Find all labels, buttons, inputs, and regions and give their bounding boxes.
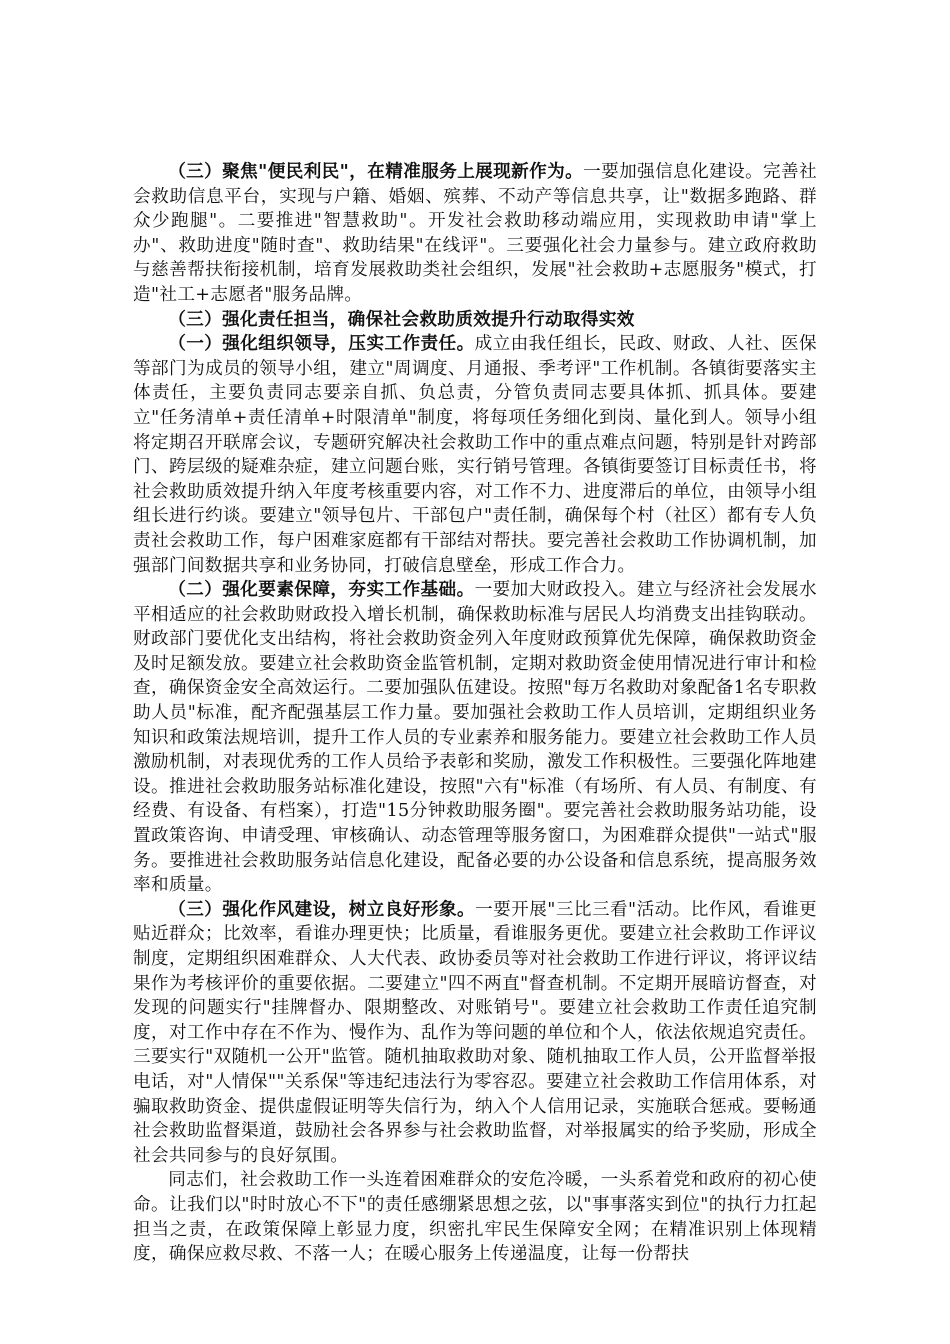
section-heading <box>133 308 817 333</box>
paragraph-work-style <box>133 898 817 1169</box>
paragraph-lead: （一）强化组织领导，压实工作责任。 <box>168 333 475 355</box>
paragraph-precise-service <box>133 160 817 308</box>
paragraph-body: 同志们，社会救助工作一头连着困难群众的安危冷暖，一头系着党和政府的初心使命。让我们以"时时放心不下"的责任感绷紧思想之弦，以"事事落实到位"的执行力扛起担当之责，在政策保障上彰显力度，织密扎牢民生保障安全网；在精准识别上体现精度，确保应救尽救、不落一人；在暖心服务上传递温度，让每一份帮扶 <box>133 1170 817 1265</box>
paragraph-body: 一要加强信息化建设。完善社会救助信息平台，实现与户籍、婚姻、殡葬、不动产等信息共享，让"数据多跑路、群众少跑腿"。二要推进"智慧救助"。开发社会救助移动端应用，实现救助申请"掌上办"、救助进度"随时查"、救助结果"在线评"。三要强化社会力量参与。建立政府救助与慈善帮扶衔接机制，培育发展救助类社会组织，发展"社会救助+志愿服务"模式，打造"社工+志愿者"服务品牌。 <box>133 162 817 305</box>
paragraph-body: 一要开展"三比三看"活动。比作风，看谁更贴近群众；比效率，看谁办理更快；比质量，看谁服务更优。要建立社会救助工作评议制度，定期组织困难群众、人大代表、政协委员等对社会救助工作进行评议，将评议结果作为考核评价的重要依据。二要建立"四不两直"督查机制。不定期开展暗访督查，对发现的问题实行"挂牌督办、限期整改、对账销号"。要建立社会救助工作责任追究制度，对工作中存在不作为、慢作为、乱作为等问题的单位和个人，依法依规追究责任。三要实行"双随机一公开"监管。随机抽取救助对象、随机抽取工作人员，公开监督举报电话，对"人情保""关系保"等违纪违法行为零容忍。要建立社会救助工作信用体系，对骗取救助资金、提供虚假证明等失信行为，纳入个人信用记录，实施联合惩戒。要畅通社会救助监督渠道，鼓励社会各界参与社会救助监督，对举报属实的给予奖励，形成全社会共同参与的良好氛围。 <box>133 899 818 1166</box>
heading-text: （三）强化责任担当，确保社会救助质效提升行动取得实效 <box>168 308 635 330</box>
paragraph-body: 成立由我任组长，民政、财政、人社、医保等部门为成员的领导小组，建立"周调度、月通报、季考评"工作机制。各镇街要落实主体责任，主要负责同志要亲自抓、负总责，分管负责同志要具体抓、抓具体。要建立"任务清单+责任清单+时限清单"制度，将每项任务细化到岗、量化到人。领导小组将定期召开联席会议，专题研究解决社会救助工作中的重点难点问题，特别是针对跨部门、跨层级的疑难杂症，建立问题台账，实行销号管理。各镇街要签订目标责任书，将社会救助质效提升纳入年度考核重要内容，对工作不力、进度滞后的单位，由领导小组组长进行约谈。要建立"领导包片、干部包户"责任制，确保每个村（社区）都有专人负责社会救助工作，每户困难家庭都有干部结对帮扶。要完善社会救助工作协调机制，加强部门间数据共享和业务协同，打破信息壁垒，形成工作合力。 <box>133 334 817 576</box>
paragraph-organization-leadership <box>133 332 817 578</box>
paragraph-lead: （三）聚焦"便民利民"，在精准服务上展现新作为。 <box>168 161 584 182</box>
paragraph-body: 一要加大财政投入。建立与经济社会发展水平相适应的社会救助财政投入增长机制，确保救助标准与居民人均消费支出挂钩联动。财政部门要优化支出结构，将社会救助资金列入年度财政预算优先保障，确保救助资金及时足额发放。要建立社会救助资金监管机制，定期对救助资金使用情况进行审计和检查，确保资金安全高效运行。二要加强队伍建设。按照"每万名救助对象配备1名专职救助人员"标准，配齐配强基层工作力量。要加强社会救助工作人员培训，定期组织业务知识和政策法规培训，提升工作人员的专业素养和服务能力。要建立社会救助工作人员激励机制，对表现优秀的工作人员给予表彰和奖励，激发工作积极性。三要强化阵地建设。推进社会救助服务站标准化建设，按照"六有"标准（有场所、有人员、有制度、有经费、有设备、有档案），打造"15分钟救助服务圈"。要完善社会救助服务站功能，设置政策咨询、申请受理、审核确认、动态管理等服务窗口，为困难群众提供"一站式"服务。要推进社会救助服务站信息化建设，配备必要的办公设备和信息系统，提高服务效率和质量。 <box>133 580 817 896</box>
paragraph-lead: （三）强化作风建设，树立良好形象。 <box>168 898 476 920</box>
paragraph-resource-guarantee <box>133 578 817 898</box>
paragraph-lead: （二）强化要素保障，夯实工作基础。 <box>168 579 475 601</box>
paragraph-closing <box>133 1168 817 1266</box>
